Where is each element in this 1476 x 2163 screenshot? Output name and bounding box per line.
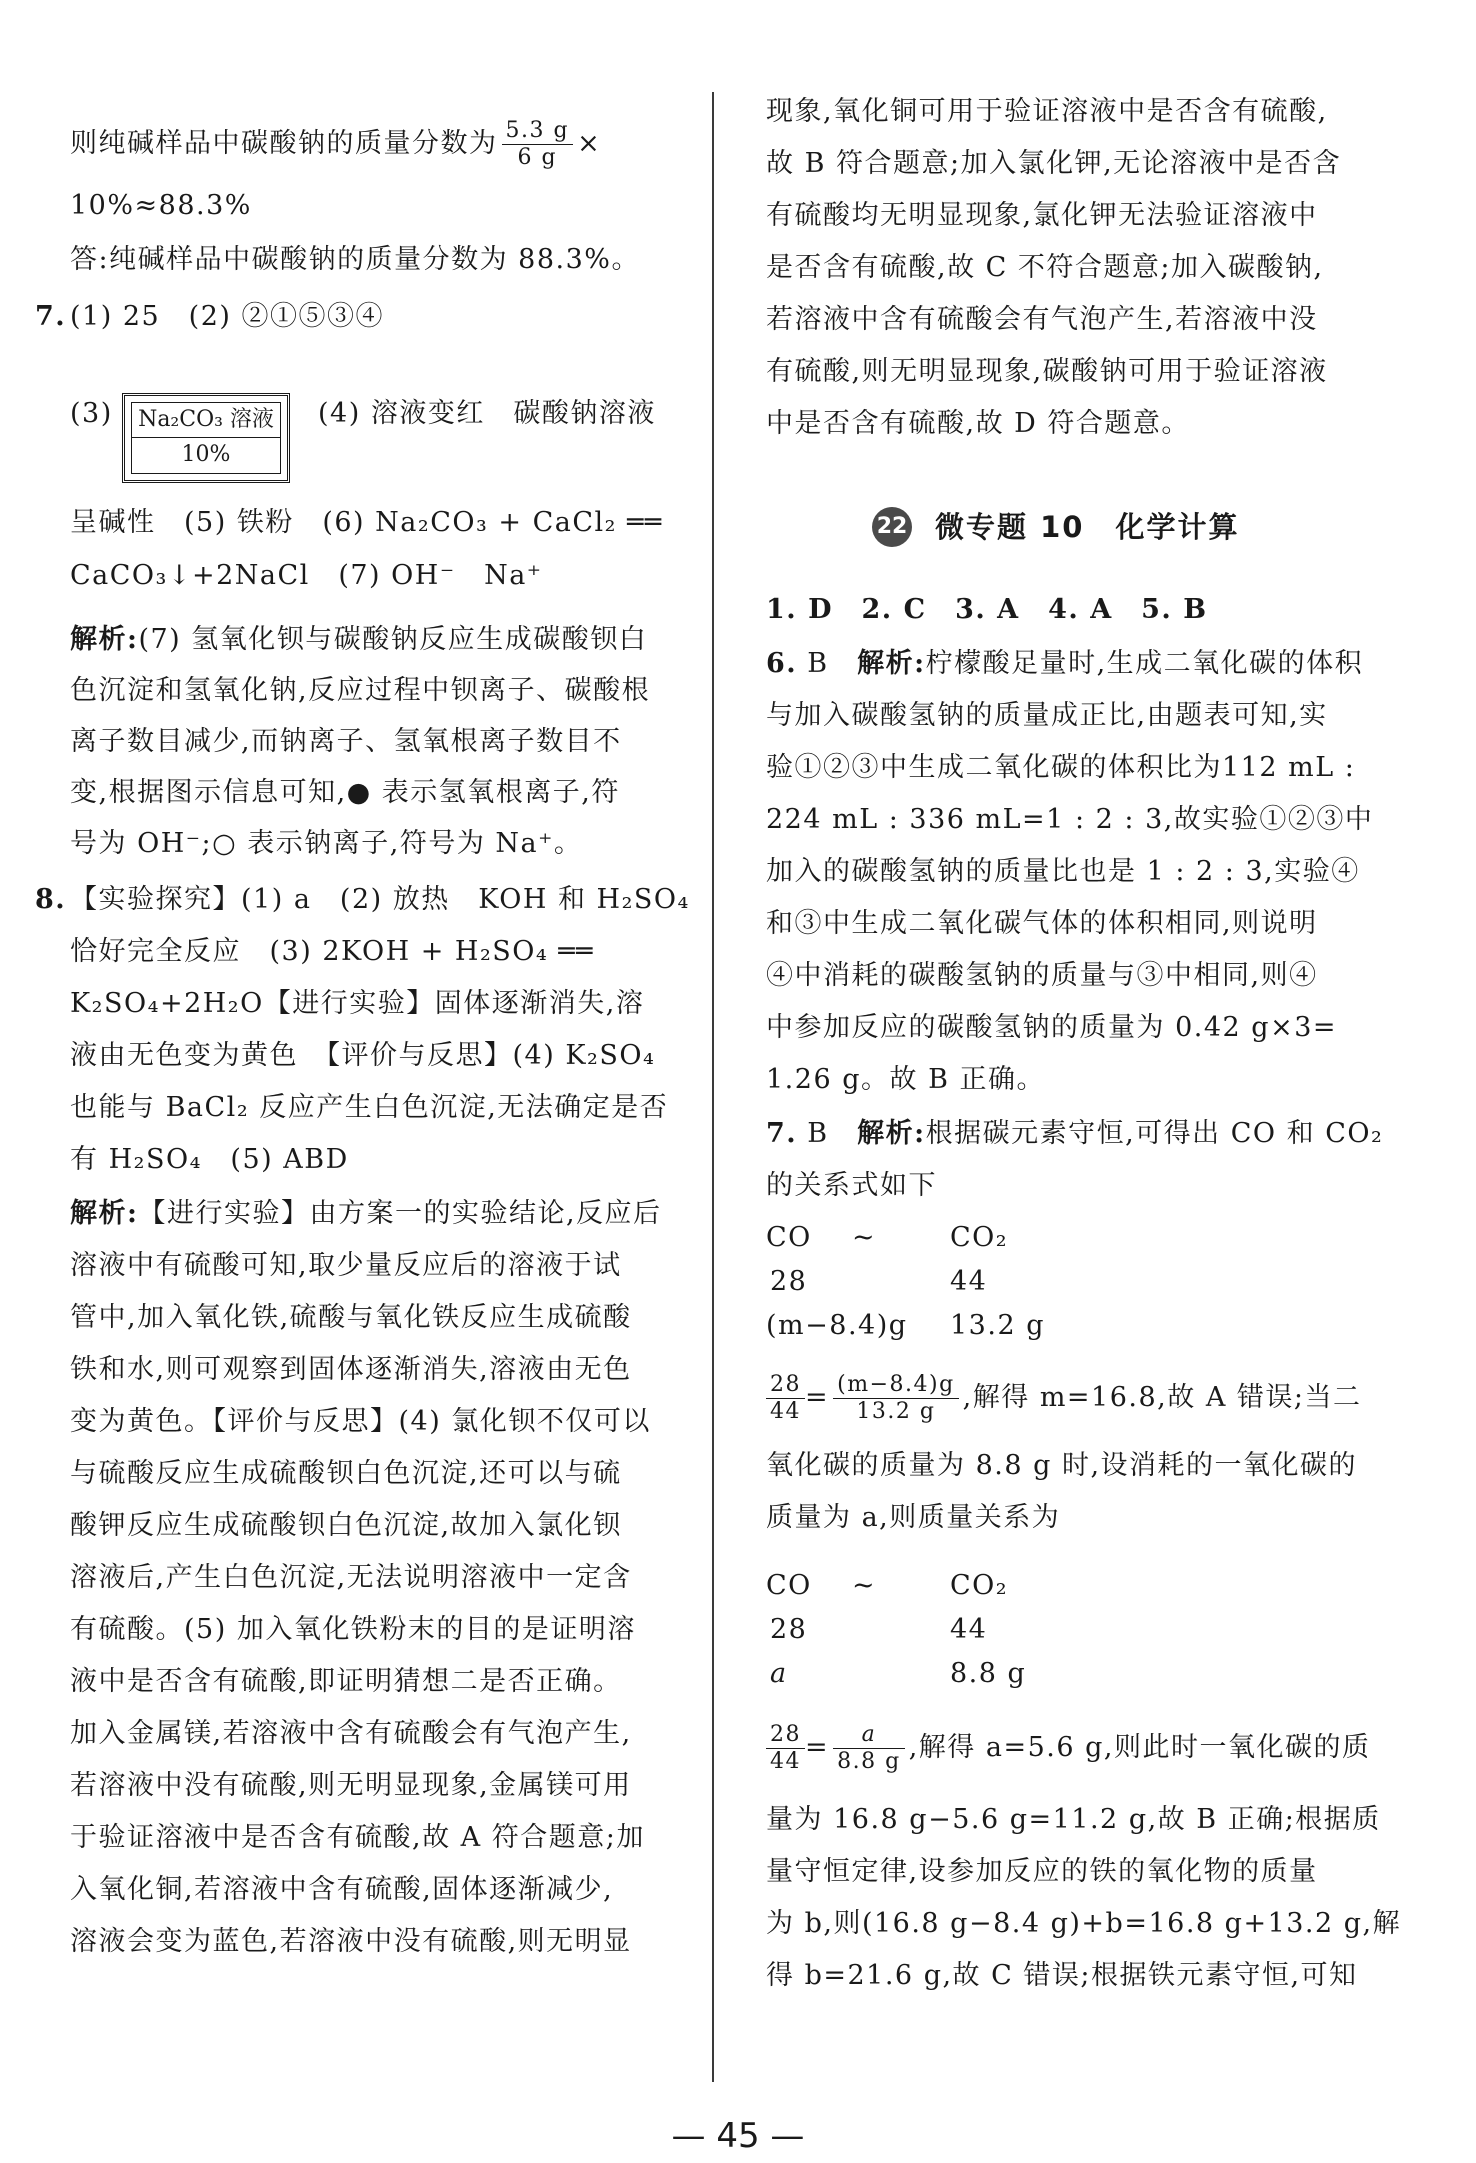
line: 答:纯碱样品中碳酸钠的质量分数为 88.3%。: [70, 244, 640, 275]
line: 中参加反应的碳酸氢钠的质量为 0.42 g×3=: [766, 1012, 1337, 1043]
reagent-name: Na₂CO₃ 溶液: [132, 403, 280, 438]
line: 224 mL : 336 mL=1 : 2 : 3,故实验①②③中: [766, 804, 1374, 835]
fraction-numerator: 28: [766, 1372, 805, 1399]
line: 管中,加入氧化铁,硫酸与氧化铁反应生成硫酸: [70, 1302, 632, 1333]
relation-tilde: ~: [852, 1570, 877, 1601]
line: 酸钾反应生成硫酸钡白色沉淀,故加入氯化钡: [70, 1510, 622, 1541]
text: (7) 氢氧化钡与碳酸钠反应生成碳酸钡白: [138, 624, 648, 655]
analysis-label: 解析:: [857, 648, 926, 679]
line: 有硫酸。(5) 加入氧化铁粉末的目的是证明溶: [70, 1614, 636, 1645]
relation-co: CO: [766, 1222, 812, 1253]
line: 【实验探究】(1) a (2) 放热 KOH 和 H₂SO₄: [70, 884, 690, 915]
line: 与硫酸反应生成硫酸钡白色沉淀,还可以与硫: [70, 1458, 622, 1489]
fraction-denominator: 8.8 g: [837, 1749, 901, 1774]
line: 和③中生成二氧化碳气体的体积相同,则说明: [766, 908, 1318, 939]
text: 根据碳元素守恒,可得出 CO 和 CO₂: [925, 1118, 1384, 1149]
answers-1-5: 1. D 2. C 3. A 4. A 5. B: [766, 594, 1208, 625]
line: (1) 25 (2) ②①⑤③④: [70, 301, 385, 332]
line: 液中是否含有硫酸,即证明猜想二是否正确。: [70, 1666, 622, 1697]
section-heading: 微专题 10 化学计算: [935, 510, 1240, 544]
line: 现象,氧化铜可用于验证溶液中是否含有硫酸,: [766, 96, 1328, 127]
fraction: [766, 1722, 805, 1775]
line: 与加入碳酸氢钠的质量成正比,由题表可知,实: [766, 700, 1328, 731]
fraction-numerator: (m−8.4)g: [833, 1372, 959, 1399]
line: 变为黄色。【评价与反思】(4) 氯化钡不仅可以: [70, 1406, 651, 1437]
text: ,解得 m=16.8,故 A 错误;当二: [962, 1382, 1362, 1413]
relation-value: (m−8.4)g: [766, 1310, 908, 1341]
equals: =: [805, 1382, 830, 1413]
text: 【进行实验】由方案一的实验结论,反应后: [138, 1198, 662, 1229]
line: 若溶液中没有硫酸,则无明显现象,金属镁可用: [70, 1770, 632, 1801]
relation-value: 8.8 g: [950, 1658, 1027, 1689]
line: CaCO₃↓+2NaCl (7) OH⁻ Na⁺: [70, 560, 543, 591]
relation-value: 44: [950, 1266, 988, 1297]
line: 量为 16.8 g−5.6 g=11.2 g,故 B 正确;根据质: [766, 1804, 1381, 1835]
line: [70, 118, 601, 171]
column-divider: [712, 92, 714, 2082]
text: ,解得 a=5.6 g,则此时一氧化碳的质: [908, 1732, 1371, 1763]
line: (3): [70, 398, 113, 429]
text: 则纯碱样品中碳酸钠的质量分数为: [70, 128, 498, 159]
line: K₂SO₄+2H₂O【进行实验】固体逐渐消失,溶: [70, 988, 645, 1019]
section-badge: 22: [872, 507, 912, 547]
line: 氧化碳的质量为 8.8 g 时,设消耗的一氧化碳的: [766, 1450, 1358, 1481]
line: 10%≈88.3%: [70, 190, 252, 221]
line: 若溶液中含有硫酸会有气泡产生,若溶液中没: [766, 304, 1318, 335]
equation-line: [766, 1372, 1362, 1425]
line: 恰好完全反应 (3) 2KOH + H₂SO₄ ══: [70, 936, 594, 967]
relation-value: a: [770, 1658, 788, 1689]
line: 号为 OH⁻;○ 表示钠离子,符号为 Na⁺。: [70, 828, 583, 859]
relation-value: 13.2 g: [950, 1310, 1045, 1341]
question-number: 6.: [766, 648, 798, 679]
relation-co2: CO₂: [950, 1222, 1009, 1253]
reagent-label: [122, 393, 290, 483]
line: 溶液后,产生白色沉淀,无法说明溶液中一定含: [70, 1562, 632, 1593]
line: 呈碱性 (5) 铁粉 (6) Na₂CO₃ + CaCl₂ ══: [70, 507, 663, 538]
relation-tilde: ~: [852, 1222, 877, 1253]
reagent-concentration: 10%: [181, 442, 231, 467]
line: (4) 溶液变红 碳酸钠溶液: [318, 398, 656, 429]
line: ④中消耗的碳酸氢钠的质量与③中相同,则④: [766, 960, 1318, 991]
fraction: [766, 1372, 805, 1425]
equals: =: [805, 1732, 830, 1763]
fraction-numerator: 28: [766, 1722, 805, 1749]
equation-line: [766, 1722, 1370, 1775]
analysis-label: 解析:: [857, 1118, 926, 1149]
line: 有硫酸均无明显现象,氯化钾无法验证溶液中: [766, 200, 1318, 231]
fraction-numerator: a: [833, 1722, 905, 1749]
line: [70, 620, 647, 660]
fraction: [833, 1722, 905, 1775]
line: 铁和水,则可观察到固体逐渐消失,溶液由无色: [70, 1354, 632, 1385]
line: 离子数目减少,而钠离子、氢氧根离子数目不: [70, 726, 622, 757]
reagent-label-inner: [131, 402, 281, 474]
line: 的关系式如下: [766, 1170, 937, 1201]
line: 色沉淀和氢氧化钠,反应过程中钡离子、碳酸根: [70, 675, 651, 706]
question-number: 8.: [35, 884, 67, 915]
fraction-denominator: 6 g: [517, 145, 558, 170]
line: 故 B 符合题意;加入氯化钾,无论溶液中是否含: [766, 148, 1342, 179]
relation-value: 44: [950, 1614, 988, 1645]
analysis-label: 解析:: [70, 1198, 139, 1229]
line: 溶液中有硫酸可知,取少量反应后的溶液于试: [70, 1250, 622, 1281]
line: 加入金属镁,若溶液中含有硫酸会有气泡产生,: [70, 1718, 632, 1749]
text: 柠檬酸足量时,生成二氧化碳的体积: [925, 648, 1364, 679]
line: 是否含有硫酸,故 C 不符合题意;加入碳酸钠,: [766, 252, 1324, 283]
relation-co2: CO₂: [950, 1570, 1009, 1601]
page-number: — 45 —: [671, 2116, 805, 2156]
line: 有 H₂SO₄ (5) ABD: [70, 1144, 349, 1175]
fraction-numerator: 5.3 g: [502, 118, 574, 145]
fraction-denominator: 13.2 g: [856, 1399, 936, 1424]
line: [766, 644, 1363, 684]
answer: B: [807, 1118, 829, 1149]
line: 中是否含有硫酸,故 D 符合题意。: [766, 408, 1190, 439]
line: 验①②③中生成二氧化碳的体积比为112 mL :: [766, 752, 1356, 783]
line: 液由无色变为黄色 【评价与反思】(4) K₂SO₄: [70, 1040, 656, 1071]
fraction-denominator: 44: [770, 1749, 801, 1774]
analysis-label: 解析:: [70, 624, 139, 655]
fraction-denominator: 44: [770, 1399, 801, 1424]
line: 量守恒定律,设参加反应的铁的氧化物的质量: [766, 1856, 1318, 1887]
fraction: [502, 118, 574, 171]
answer: B: [807, 648, 829, 679]
line: 1.26 g。故 B 正确。: [766, 1064, 1045, 1095]
line: 加入的碳酸氢钠的质量比也是 1 : 2 : 3,实验④: [766, 856, 1360, 887]
fraction: [833, 1372, 959, 1425]
line: 于验证溶液中是否含有硫酸,故 A 符合题意;加: [70, 1822, 645, 1853]
line: [70, 1194, 662, 1234]
text: ×: [577, 128, 602, 159]
relation-value: 28: [770, 1266, 808, 1297]
relation-co: CO: [766, 1570, 812, 1601]
line: [766, 1114, 1383, 1154]
line: 质量为 a,则质量关系为: [766, 1502, 1061, 1533]
line: 有硫酸,则无明显现象,碳酸钠可用于验证溶液: [766, 356, 1328, 387]
question-number: 7.: [35, 301, 67, 332]
line: 溶液会变为蓝色,若溶液中没有硫酸,则无明显: [70, 1926, 632, 1957]
line: 变,根据图示信息可知,● 表示氢氧根离子,符: [70, 777, 620, 808]
line: 为 b,则(16.8 g−8.4 g)+b=16.8 g+13.2 g,解: [766, 1908, 1402, 1939]
line: 得 b=21.6 g,故 C 错误;根据铁元素守恒,可知: [766, 1960, 1358, 1991]
relation-value: 28: [770, 1614, 808, 1645]
question-number: 7.: [766, 1118, 798, 1149]
line: 也能与 BaCl₂ 反应产生白色沉淀,无法确定是否: [70, 1092, 669, 1123]
line: 入氧化铜,若溶液中含有硫酸,固体逐渐减少,: [70, 1874, 614, 1905]
